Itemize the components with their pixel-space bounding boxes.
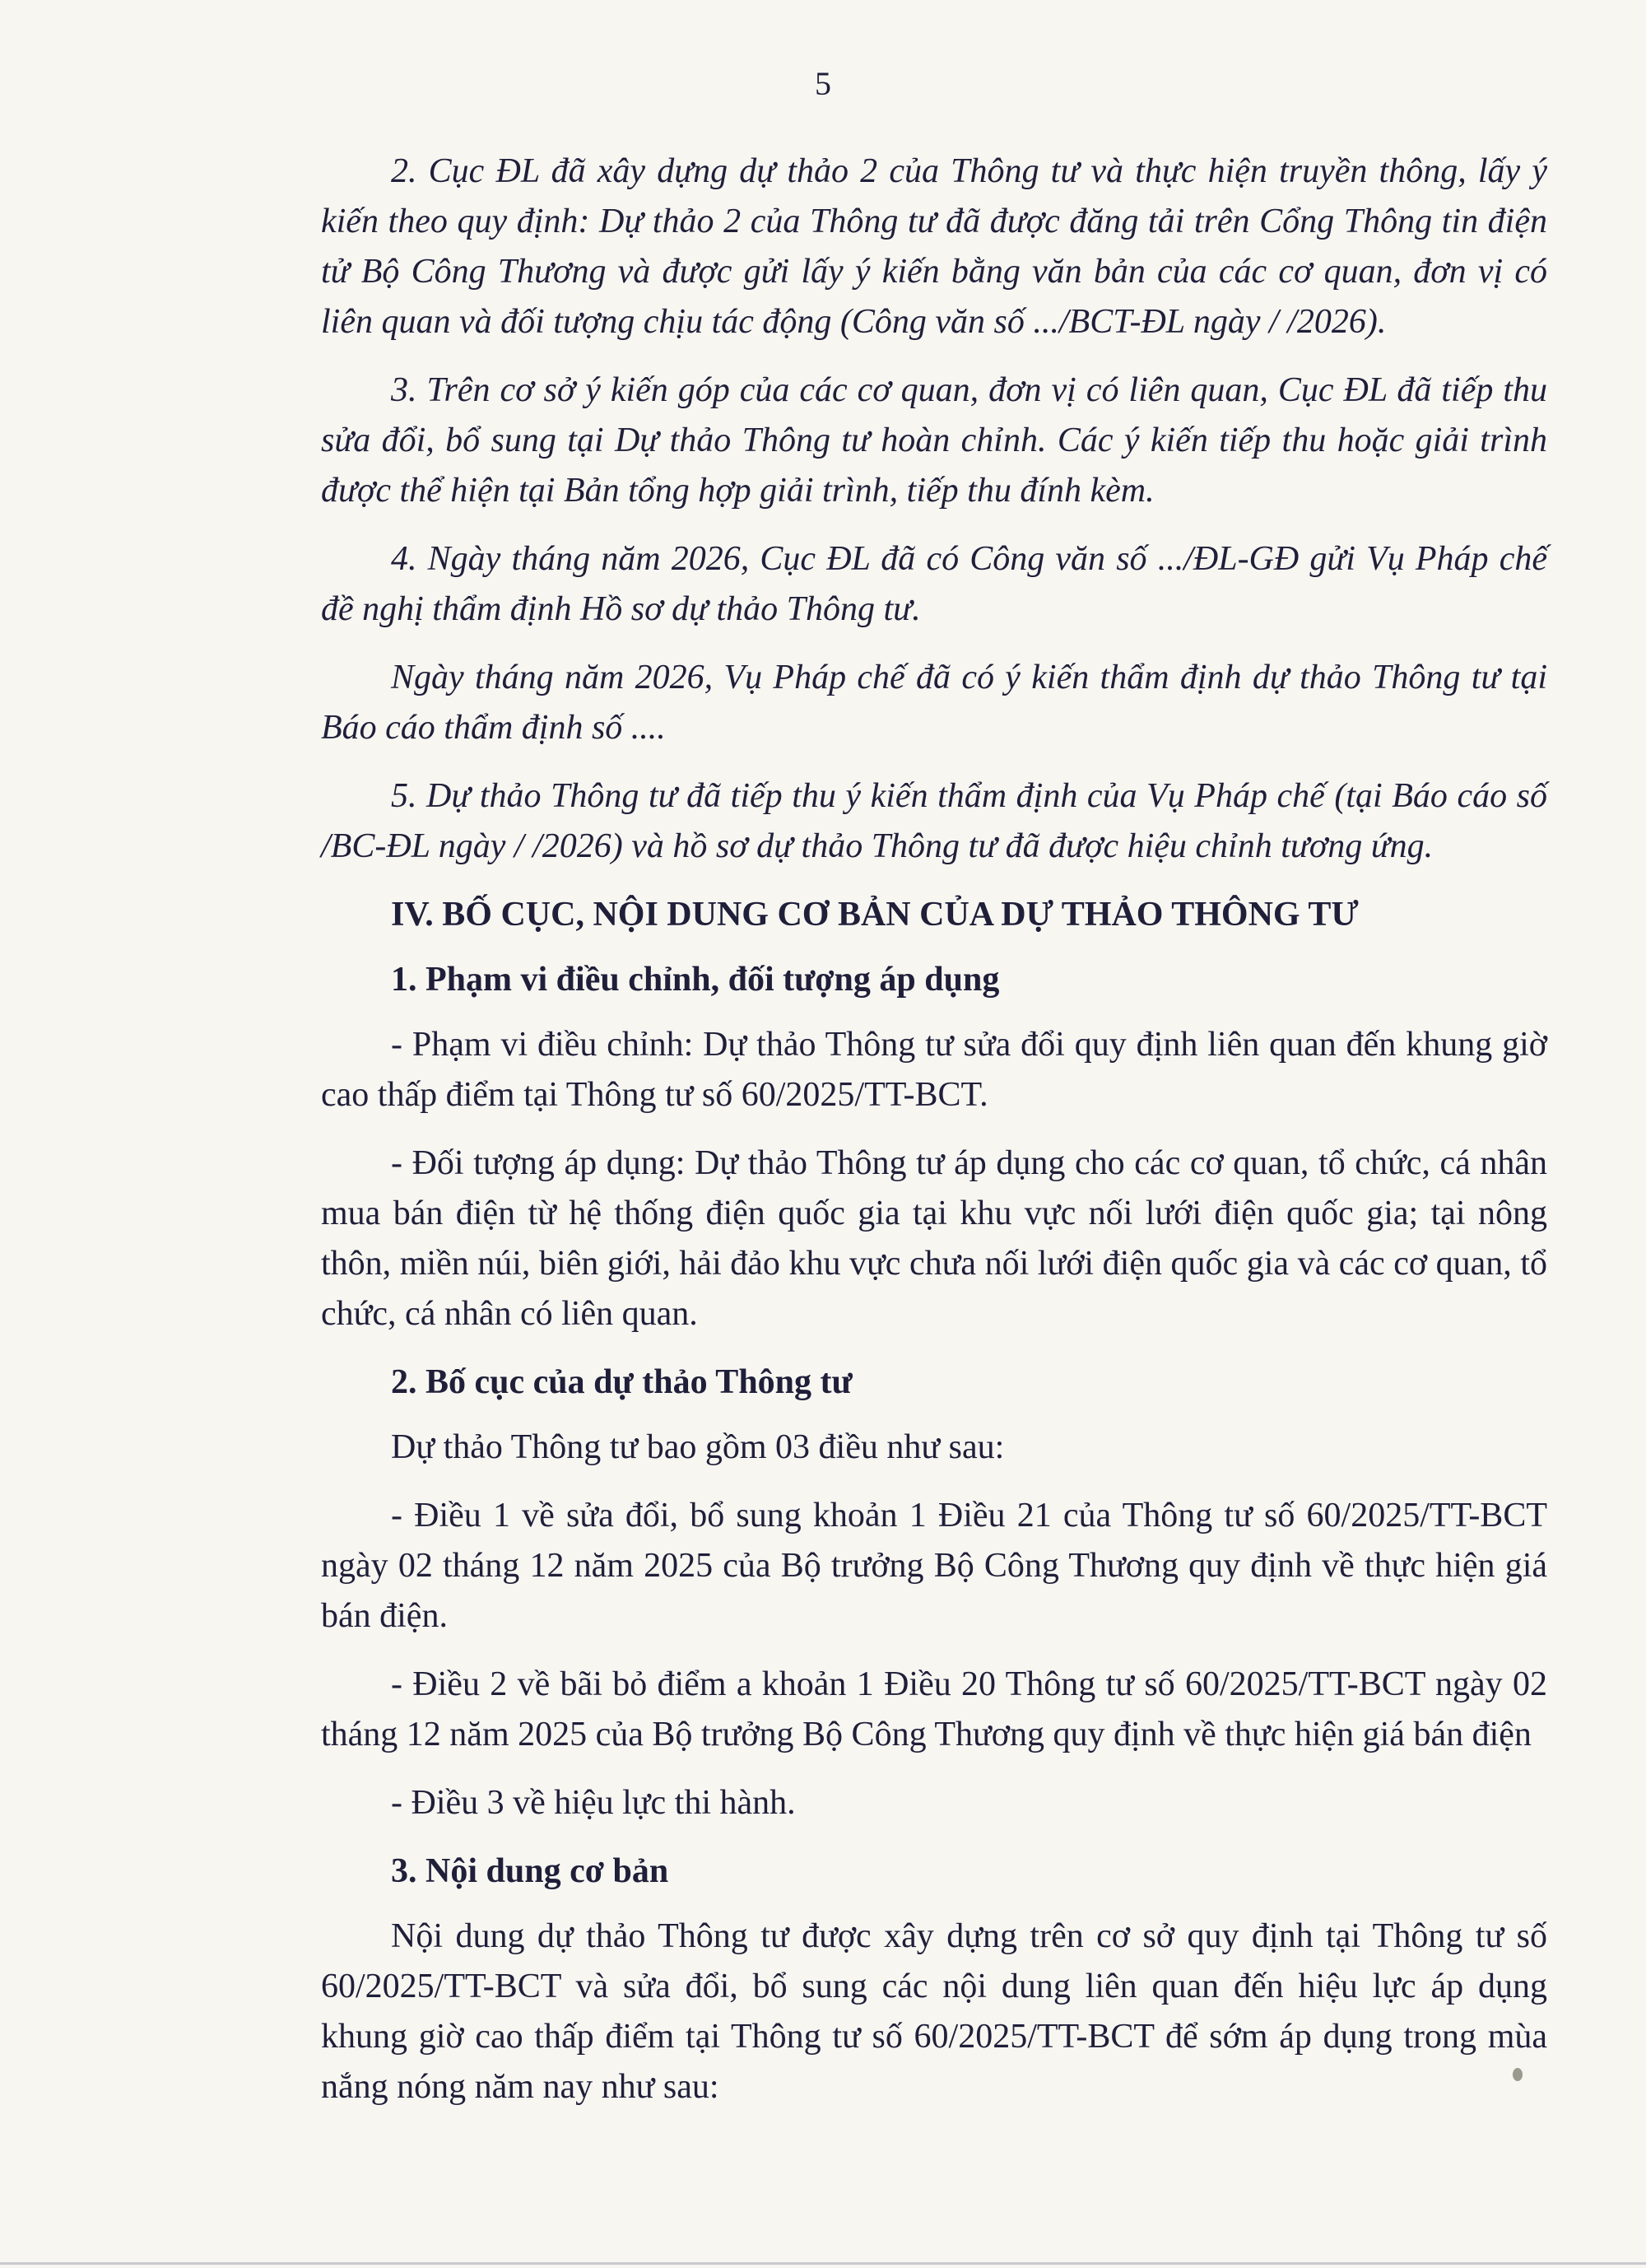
- paragraph-item-5: 5. Dự thảo Thông tư đã tiếp thu ý kiến thẩm định của Vụ Pháp chế (tại Báo cáo số /BC-ĐL ngày / /2026) và hồ sơ dự thảo Thông tư đã được hiệu chỉnh tương ứng.: [321, 777, 1547, 865]
- subsection-heading-scope: 1. Phạm vi điều chỉnh, đối tượng áp dụng: [391, 961, 1000, 999]
- page-number: 5: [815, 65, 831, 102]
- paragraph-item-2: 2. Cục ĐL đã xây dựng dự thảo 2 của Thông tư và thực hiện truyền thông, lấy ý kiến theo quy định: Dự thảo 2 của Thông tư đã được đăng tải trên Cổng Thông tin điện tử Bộ Công Thương và được gửi lấy ý kiến bằng văn bản của các cơ quan, đơn vị có liên quan và đối tượng chịu tác động (Công văn số .../BCT-ĐL ngày / /2026).: [321, 152, 1547, 341]
- subsection-heading-layout: 2. Bố cục của dự thảo Thông tư: [391, 1363, 853, 1401]
- subsection-heading-content: 3. Nội dung cơ bản: [391, 1852, 669, 1890]
- document-body: [321, 147, 1547, 2112]
- paragraph-article-2: - Điều 2 về bãi bỏ điểm a khoản 1 Điều 20 Thông tư số 60/2025/TT-BCT ngày 02 tháng 12 năm 2025 của Bộ trưởng Bộ Công Thương quy định về thực hiện giá bán điện: [321, 1665, 1547, 1753]
- paragraph-appraisal: Ngày tháng năm 2026, Vụ Pháp chế đã có ý kiến thẩm định dự thảo Thông tư tại Báo cáo thẩm định số ....: [321, 659, 1547, 747]
- scan-edge-line: [0, 2262, 1646, 2265]
- paragraph-layout-intro: Dự thảo Thông tư bao gồm 03 điều như sau:: [391, 1428, 1005, 1466]
- section-title: IV. BỐ CỤC, NỘI DUNG CƠ BẢN CỦA DỰ THẢO THÔNG TƯ: [391, 896, 1359, 934]
- paragraph-article-1: - Điều 1 về sửa đổi, bổ sung khoản 1 Điều 21 của Thông tư số 60/2025/TT-BCT ngày 02 tháng 12 năm 2025 của Bộ trưởng Bộ Công Thương quy định về thực hiện giá bán điện.: [321, 1497, 1547, 1635]
- paragraph-content: Nội dung dự thảo Thông tư được xây dựng trên cơ sở quy định tại Thông tư số 60/2025/TT-BCT và sửa đổi, bổ sung các nội dung liên quan đến hiệu lực áp dụng khung giờ cao thấp điểm tại Thông tư số 60/2025/TT-BCT để sớm áp dụng trong mùa nắng nóng năm nay như sau:: [321, 1917, 1547, 2106]
- paragraph-item-3: 3. Trên cơ sở ý kiến góp của các cơ quan, đơn vị có liên quan, Cục ĐL đã tiếp thu sửa đổi, bổ sung tại Dự thảo Thông tư hoàn chỉnh. Các ý kiến tiếp thu hoặc giải trình được thể hiện tại Bản tổng hợp giải trình, tiếp thu đính kèm.: [321, 371, 1547, 510]
- paragraph-item-4: 4. Ngày tháng năm 2026, Cục ĐL đã có Công văn số .../ĐL-GĐ gửi Vụ Pháp chế đề nghị thẩm định Hồ sơ dự thảo Thông tư.: [321, 540, 1547, 628]
- paragraph-scope: - Phạm vi điều chỉnh: Dự thảo Thông tư sửa đổi quy định liên quan đến khung giờ cao thấp điểm tại Thông tư số 60/2025/TT-BCT.: [321, 1026, 1547, 1114]
- paragraph-article-3: - Điều 3 về hiệu lực thi hành.: [391, 1784, 796, 1822]
- scan-speck: [1513, 2068, 1523, 2081]
- progress-section: [321, 147, 1547, 872]
- paragraph-subjects: - Đối tượng áp dụng: Dự thảo Thông tư áp dụng cho các cơ quan, tổ chức, cá nhân mua bán điện từ hệ thống điện quốc gia tại khu vực nối lưới điện quốc gia; tại nông thôn, miền núi, biên giới, hải đảo khu vực chưa nối lưới điện quốc gia và các cơ quan, tổ chức, cá nhân có liên quan.: [321, 1144, 1547, 1333]
